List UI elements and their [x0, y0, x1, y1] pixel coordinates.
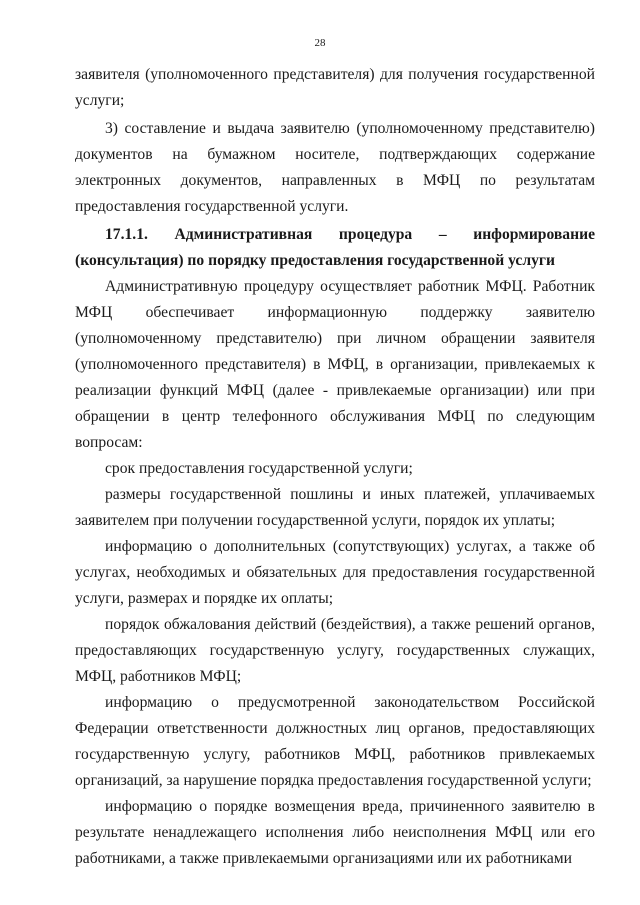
section-heading: 17.1.1. Административная процедура – информирование (консультация) по порядку предоставления государственной услуги [75, 226, 595, 269]
paragraph-continuation: заявителя (уполномоченного представителя) для получения государственной услуги; [75, 66, 595, 109]
list-item-term: срок предоставления государственной услуги; [105, 460, 413, 477]
page-number: 28 [314, 37, 326, 49]
paragraph-procedure-description: Административную процедуру осуществляет работник МФЦ. Работник МФЦ обеспечивает информационную поддержку заявителю (уполномоченному представителю) при личном обращении заявителя (уполномоченного представителя) в МФЦ, в организации, привлекаемых к реализации функций МФЦ (далее - привлекаемые организации) или при обращении в центр телефонного обслуживания МФЦ по следующим вопросам: [75, 278, 595, 451]
list-item-liability: информацию о предусмотренной законодательством Российской Федерации ответственности должностных лиц органов, предоставляющих государственную услугу, работников МФЦ, работников привлекаемых организаций, за нарушение порядка предоставления государственной услуги; [75, 694, 595, 789]
list-item-damage-compensation: информацию о порядке возмещения вреда, причиненного заявителю в результате ненадлежащего исполнения либо неисполнения МФЦ или его работниками, а также привлекаемыми организациями или их работниками [75, 798, 595, 867]
list-item-fees: размеры государственной пошлины и иных платежей, уплачиваемых заявителем при получении государственной услуги, порядок их уплаты; [75, 486, 595, 529]
document-body [75, 62, 595, 872]
list-item-additional-services: информацию о дополнительных (сопутствующих) услугах, а также об услугах, необходимых и обязательных для предоставления государственной услуги, размерах и порядке их оплаты; [75, 538, 595, 607]
list-item-appeal-procedure: порядок обжалования действий (бездействия), а также решений органов, предоставляющих государственную услугу, государственных служащих, МФЦ, работников МФЦ; [75, 616, 595, 685]
paragraph-item-3: 3) составление и выдача заявителю (уполномоченному представителю) документов на бумажном носителе, подтверждающих содержание электронных документов, направленных в МФЦ по результатам предоставления государственной услуги. [75, 120, 595, 215]
